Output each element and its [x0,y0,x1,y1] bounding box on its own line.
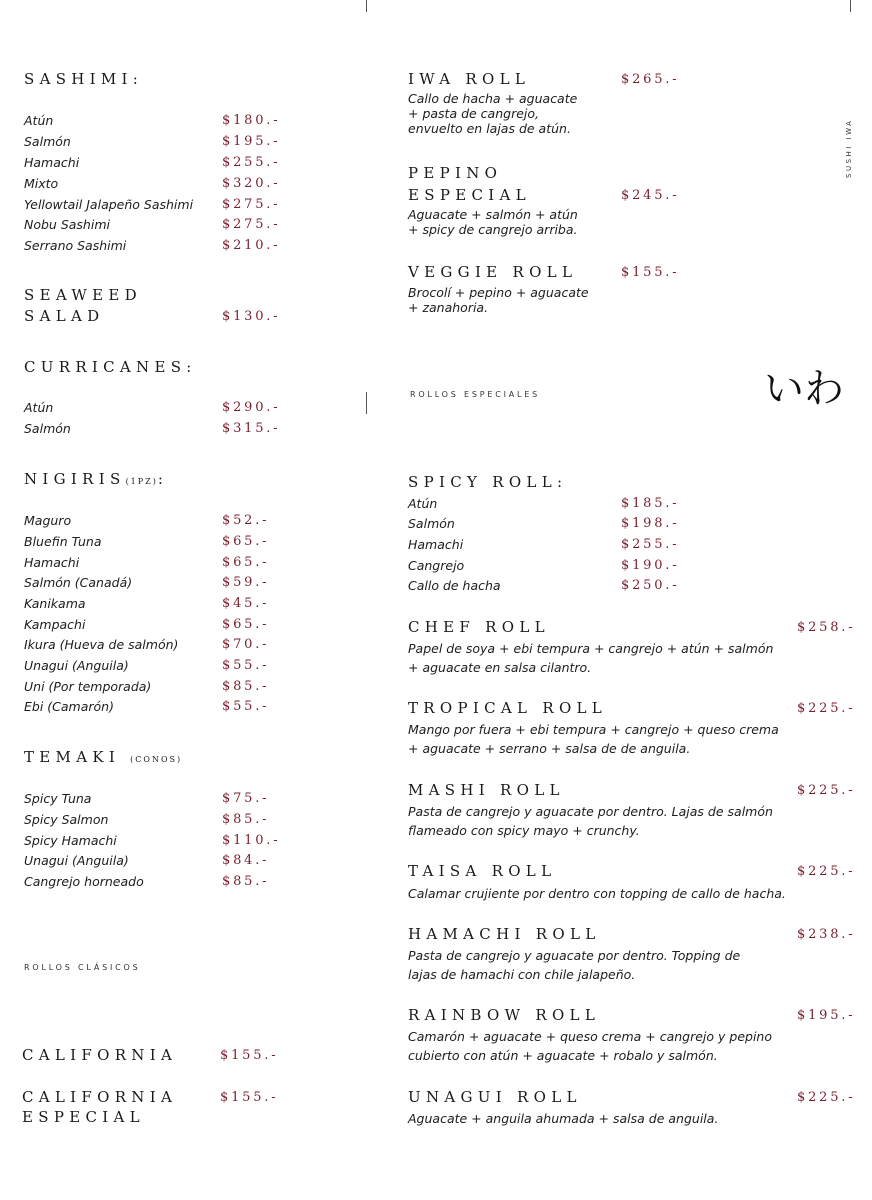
temaki-heading-text: TEMAKI [24,748,121,766]
top-divider-right [850,0,851,12]
list-item-price: $110.- [222,833,281,848]
roll-price: $225.- [797,701,856,716]
roll-heading: MASHI ROLL [408,781,565,799]
rollos-especiales-label: ROLLOS ESPECIALES [410,390,541,399]
list-item-name: Uni (Por temporada) [24,679,152,694]
seaweed-heading-line2: SALAD [24,307,105,325]
list-item-name: Serrano Sashimi [24,238,127,253]
list-item-price: $315.- [222,421,281,436]
roll-heading: RAINBOW ROLL [408,1006,601,1024]
roll-heading: CHEF ROLL [408,618,550,636]
pepino-heading-line2: ESPECIAL [408,186,531,204]
list-item-name: Nobu Sashimi [24,217,110,232]
roll-heading: TROPICAL ROLL [408,699,608,717]
california-especial-price: $155.- [220,1090,279,1105]
roll-heading: HAMACHI ROLL [408,925,601,943]
nigiris-heading-text: NIGIRIS [24,470,126,488]
roll-description: Pasta de cangrejo y aguacate por dentro. Lajas de salmón flameado con spicy mayo + crunchy. [408,804,773,838]
iwa-roll-heading: IWA ROLL [408,70,531,88]
california-price: $155.- [220,1048,279,1063]
list-item-name: Hamachi [408,537,464,552]
temaki-heading-sub: (CONOS) [130,755,183,764]
list-item-name: Salmón (Canadá) [24,575,133,590]
list-item-price: $290.- [222,400,281,415]
list-item-name: Mixto [24,176,59,191]
list-item-price: $59.- [222,575,270,590]
list-item-price: $75.- [222,791,270,806]
iwa-logo: いわ [764,366,844,412]
list-item-name: Salmón [24,134,71,149]
nigiris-heading [24,469,168,492]
pepino-heading-line1: PEPINO [408,164,503,182]
list-item-price: $65.- [222,534,270,549]
list-item-name: Salmón [408,516,455,531]
list-item-name: Maguro [24,513,72,528]
list-item-name: Atún [24,400,54,415]
list-item-price: $275.- [222,197,281,212]
roll-description: Aguacate + anguila ahumada + salsa de anguila. [408,1111,719,1126]
rollos-clasicos-label: ROLLOS CLÁSICOS [24,963,141,972]
list-item-name: Unagui (Anguila) [24,853,129,868]
california-heading: CALIFORNIA [22,1046,178,1064]
list-item-name: Kampachi [24,617,86,632]
list-item-price: $198.- [621,516,680,531]
list-item-name: Atún [408,496,438,511]
california-especial-heading-line2: ESPECIAL [22,1108,145,1126]
list-item-price: $275.- [222,217,281,232]
list-item-price: $55.- [222,699,270,714]
veggie-roll-description: Brocolí + pepino + aguacate + zanahoria. [408,285,589,315]
list-item-price: $180.- [222,113,281,128]
brand-vertical: SUSHI IWA [845,118,853,178]
list-item-price: $85.- [222,679,270,694]
list-item-name: Cangrejo [408,558,465,573]
list-item-price: $255.- [621,537,680,552]
roll-price: $225.- [797,864,856,879]
list-item-name: Yellowtail Jalapeño Sashimi [24,197,194,212]
sashimi-heading: SASHIMI: [24,70,144,88]
list-item-price: $55.- [222,658,270,673]
list-item-name: Ebi (Camarón) [24,699,114,714]
roll-price: $238.- [797,927,856,942]
list-item-name: Kanikama [24,596,86,611]
roll-description: Papel de soya + ebi tempura + cangrejo + atún + salmón + aguacate en salsa cilantro. [408,641,774,675]
list-item-price: $52.- [222,513,270,528]
list-item-price: $190.- [621,558,680,573]
temaki-heading [24,747,182,770]
list-item-name: Salmón [24,421,71,436]
list-item-name: Spicy Hamachi [24,833,117,848]
list-item-price: $185.- [621,496,680,511]
list-item-name: Hamachi [24,155,80,170]
list-item-price: $65.- [222,617,270,632]
middle-divider [366,392,367,414]
veggie-roll-heading: VEGGIE ROLL [408,263,578,281]
spicy-roll-heading: SPICY ROLL: [408,473,568,491]
iwa-roll-description: Callo de hacha + aguacate + pasta de cangrejo, envuelto en lajas de atún. [408,91,578,136]
top-divider-left [366,0,367,12]
roll-description: Camarón + aguacate + queso crema + cangrejo y pepino cubierto con atún + aguacate + robalo y salmón. [408,1029,773,1063]
roll-price: $225.- [797,783,856,798]
iwa-roll-price: $265.- [621,72,680,87]
list-item-name: Unagui (Anguila) [24,658,129,673]
list-item-name: Spicy Salmon [24,812,109,827]
roll-price: $258.- [797,620,856,635]
list-item-price: $210.- [222,238,281,253]
list-item-price: $255.- [222,155,281,170]
roll-heading: UNAGUI ROLL [408,1088,582,1106]
list-item-name: Bluefin Tuna [24,534,102,549]
list-item-name: Callo de hacha [408,578,501,593]
list-item-price: $195.- [222,134,281,149]
list-item-name: Atún [24,113,54,128]
pepino-description: Aguacate + salmón + atún + spicy de cangrejo arriba. [408,207,578,237]
roll-description: Calamar crujiente por dentro con topping de callo de hacha. [408,886,786,901]
list-item-price: $84.- [222,853,270,868]
list-item-name: Cangrejo horneado [24,874,144,889]
roll-price: $225.- [797,1090,856,1105]
list-item-name: Ikura (Hueva de salmón) [24,637,179,652]
nigiris-heading-sub: (1PZ) [125,477,158,486]
list-item-price: $250.- [621,578,680,593]
california-especial-heading-line1: CALIFORNIA [22,1088,178,1106]
roll-description: Mango por fuera + ebi tempura + cangrejo + queso crema + aguacate + serrano + salsa de de anguila. [408,722,779,756]
list-item-price: $320.- [222,176,281,191]
list-item-price: $70.- [222,637,270,652]
list-item-price: $65.- [222,555,270,570]
seaweed-price: $130.- [222,309,281,324]
veggie-roll-price: $155.- [621,265,680,280]
list-item-price: $45.- [222,596,270,611]
roll-description: Pasta de cangrejo y aguacate por dentro. Topping de lajas de hamachi con chile jalapeño. [408,948,741,982]
roll-price: $195.- [797,1008,856,1023]
roll-heading: TAISA ROLL [408,862,557,880]
list-item-name: Hamachi [24,555,80,570]
seaweed-heading-line1: SEAWEED [24,286,142,304]
pepino-price: $245.- [621,188,680,203]
list-item-price: $85.- [222,874,270,889]
list-item-name: Spicy Tuna [24,791,92,806]
curricanes-heading: CURRICANES: [24,358,197,376]
nigiris-heading-colon: : [157,470,169,488]
list-item-price: $85.- [222,812,270,827]
